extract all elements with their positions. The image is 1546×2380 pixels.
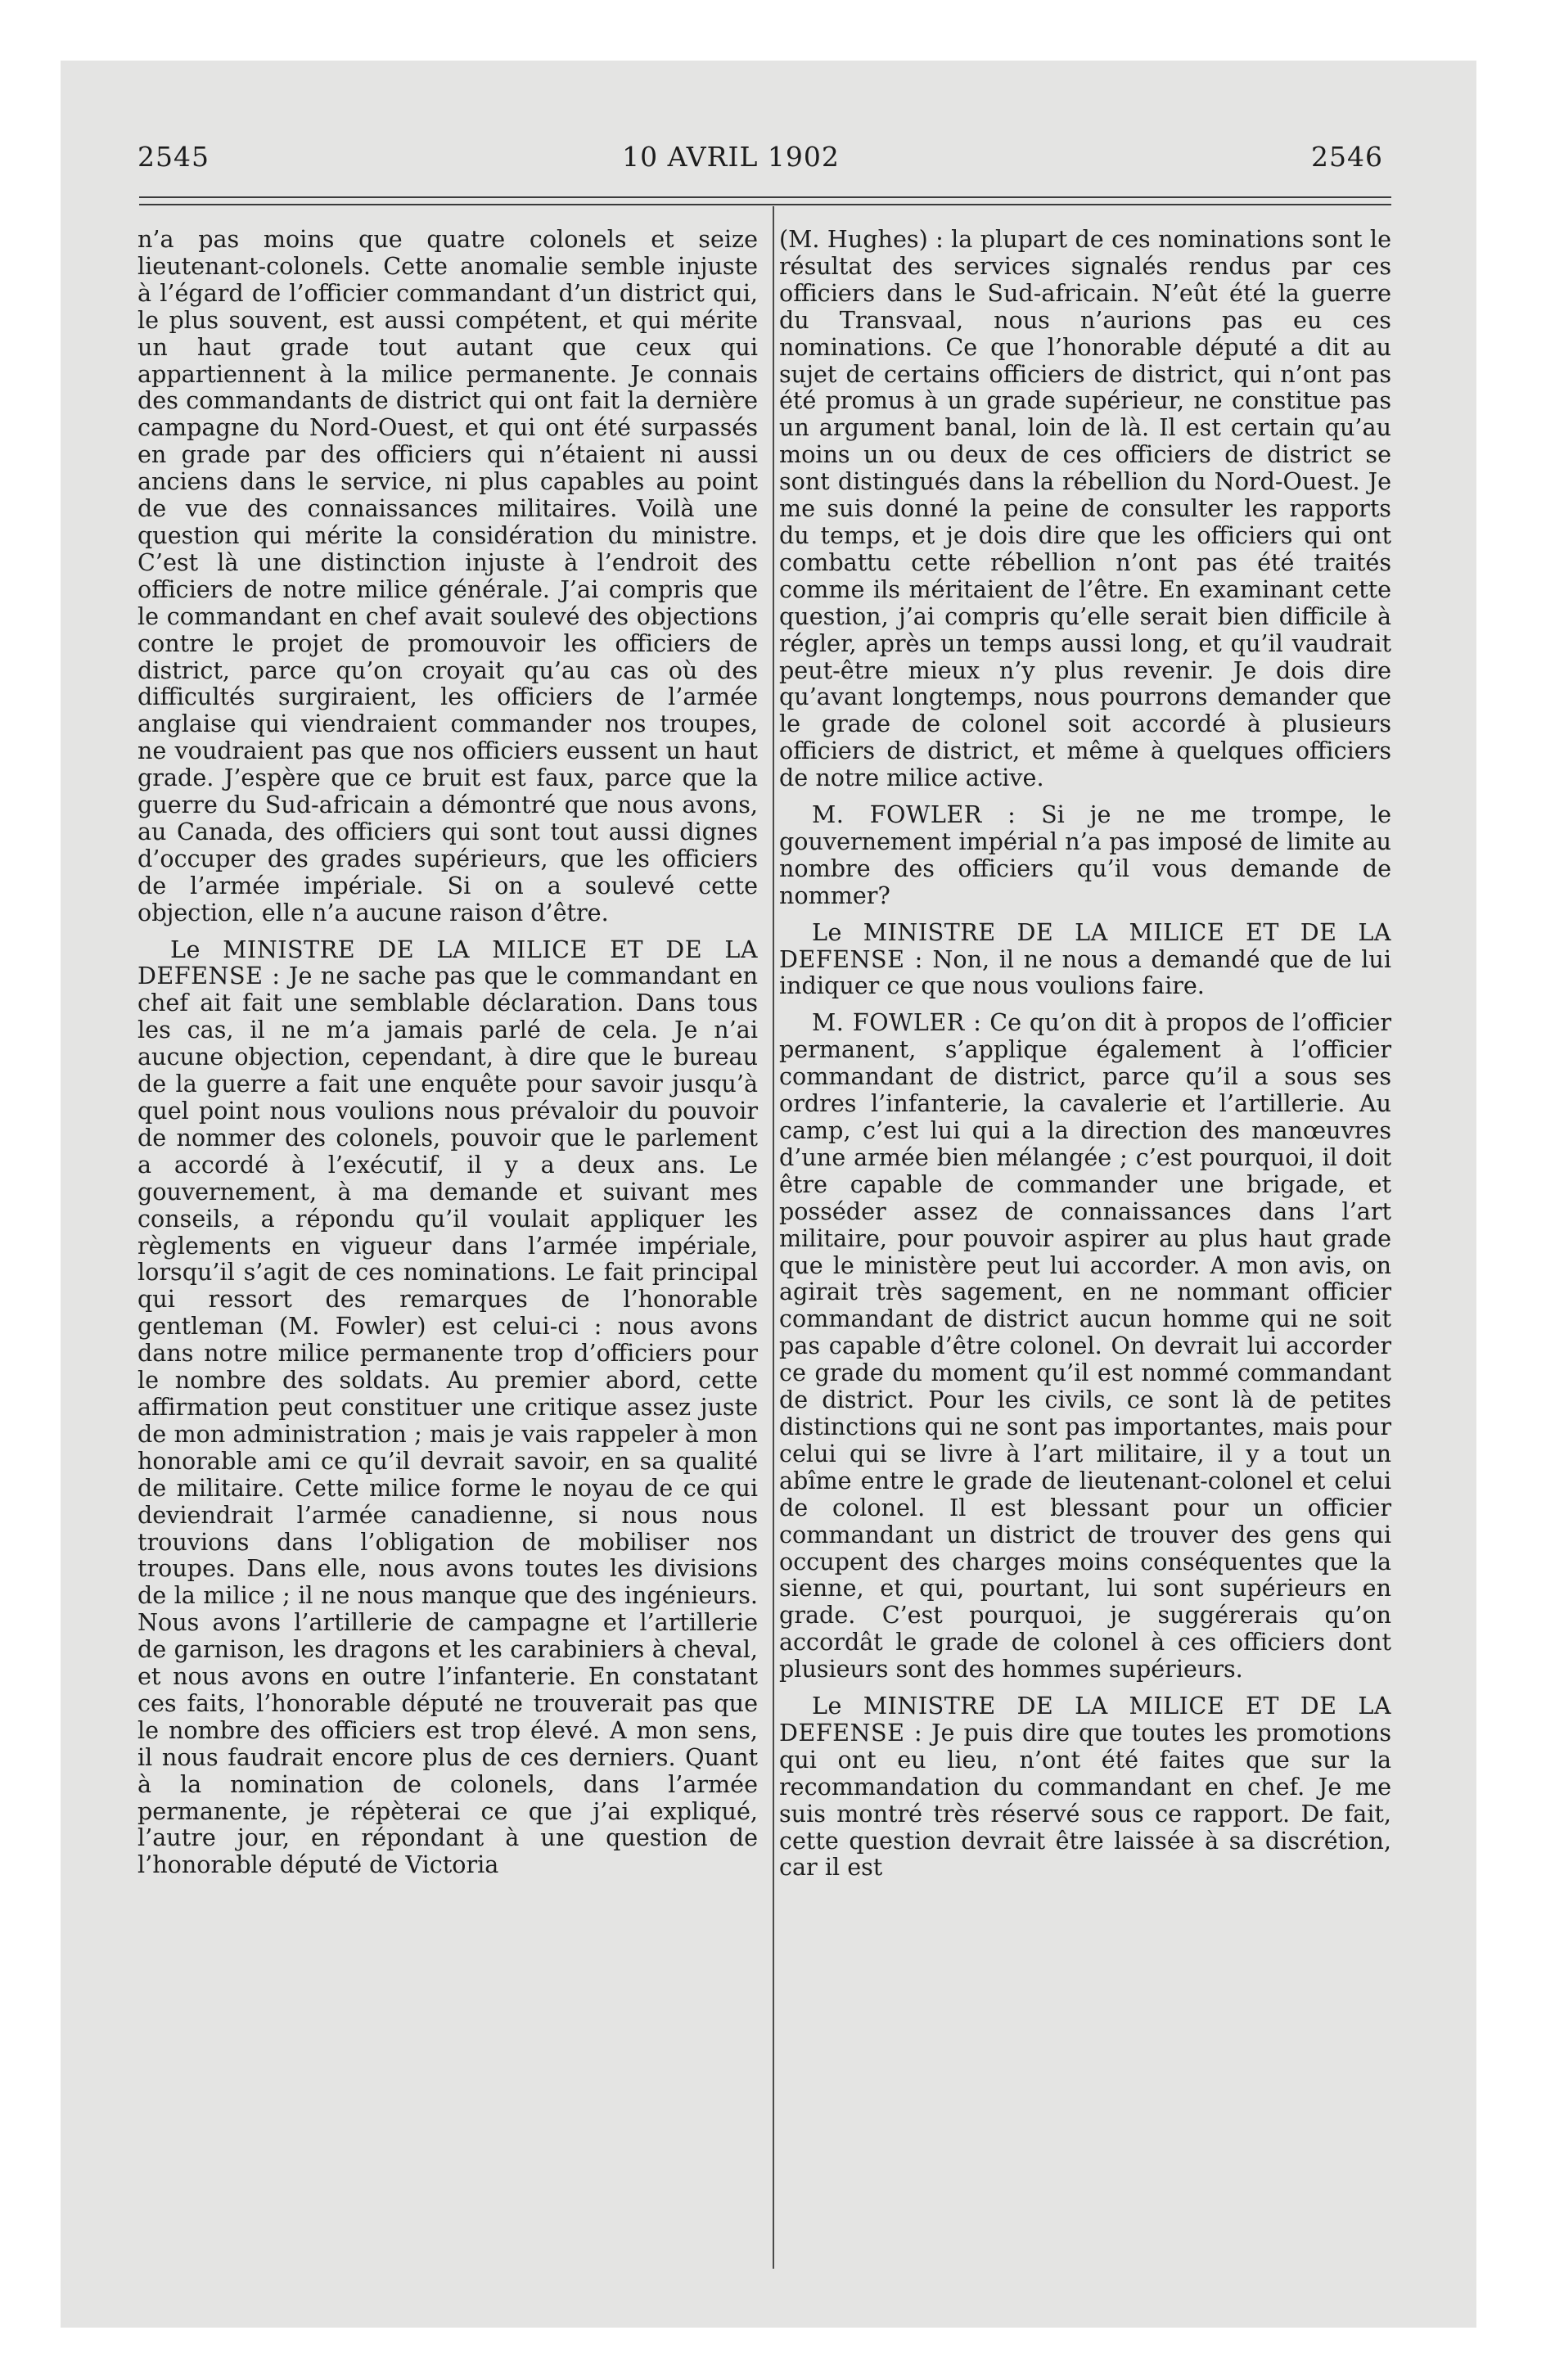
page-header — [79, 141, 1383, 180]
paragraph — [779, 1693, 1391, 1881]
paragraph-text: Je puis dire que toutes les promotions qui ont eu lieu, n’ont été faites que sur la recommandation du commandant en chef. Je me suis montré très réservé sous ce rapport. De fait, cette question devrait être laissée à sa discrétion, car il est — [779, 1718, 1391, 1882]
speaker-name: M. FOWLER : — [812, 1008, 982, 1037]
header-rule-bottom — [139, 204, 1391, 205]
paragraph — [137, 936, 758, 1879]
right-column — [779, 226, 1391, 1881]
paragraph — [779, 919, 1391, 1000]
speaker-name: M. FOWLER : — [812, 800, 1016, 829]
speaker-name: Le MINISTRE DE LA MILICE ET DE LA DEFENSE : — [779, 917, 1391, 973]
header-date: 10 AVRIL 1902 — [622, 141, 840, 173]
paragraph-text: Non, il ne nous a demandé que de lui indiquer ce que nous voulions faire. — [779, 944, 1391, 1000]
paragraph — [137, 226, 758, 926]
paragraph — [779, 226, 1391, 791]
paragraph-text: Je ne sache pas que le commandant en chef ait fait une semblable déclaration. Dans tous les cas, il ne m’a jamais parlé de cela. Je n’ai aucune objection, cependant, à dire que le bureau de la guerre a fait une enquête pour savoir jusqu’à quel point nous voulions nous prévaloir du pouvoir de nommer des colonels, pouvoir que le parlement a accordé à l’exécutif, il y a deux ans. Le gouvernement, à ma demande et suivant mes conseils, a répondu qu’il voulait appliquer les règlements en vigueur dans l’armée impériale, lorsqu’il s’agit de ces nominations. Le fait principal qui ressort des remarques de l’honorable gentleman (M. Fowler) est celui-ci : nous avons dans notre milice permanente trop d’officiers pour le nombre des soldats. Au premier abord, cette affirmation peut constituer une critique assez juste de mon administration ; mais je vais rappeler à mon honorable ami ce qu’il devrait savoir, en sa qualité de militaire. Cette milice forme le noyau de ce qui deviendrait l’armée canadienne, si nous nous trouvions dans l’obligation de mobiliser nos troupes. Dans elle, nous avons toutes les divisions de la milice ; il ne nous manque que des ingénieurs. Nous avons l’artillerie de campagne et l’artillerie de garnison, les dragons et les carabiniers à cheval, et nous avons en outre l’infanterie. En constatant ces faits, l’honorable député ne trouverait pas que le nombre des officiers est trop élevé. A mon sens, il nous faudrait encore plus de ces derniers. Quant à la nomination de colonels, dans l’armée permanente, je répèterai ce que j’ai expliqué, l’autre jour, en répondant à une question de l’honorable député de Victoria — [137, 962, 758, 1879]
speaker-name: Le MINISTRE DE LA MILICE ET DE LA DEFENSE : — [137, 935, 758, 990]
left-column — [137, 226, 758, 1878]
page-number-right: 2546 — [1311, 141, 1383, 173]
paragraph-text: Si je ne me trompe, le gouvernement impérial n’a pas imposé de limite au nombre des officiers qu’il vous demande de nommer? — [779, 800, 1391, 909]
header-rule-top — [139, 196, 1391, 198]
paragraph — [779, 801, 1391, 909]
paragraph-text: (M. Hughes) : la plupart de ces nominations sont le résultat des services signalés rendus par ces officiers dans le Sud-africain. N’eût été la guerre du Transvaal, nous n’aurions pas eu ces nominations. Ce que l’honorable député a dit au sujet de certains officiers de district, qui n’ont pas été promus à un grade supérieur, ne constitue pas un argument banal, loin de là. Il est certain qu’au moins un ou deux de ces officiers de district se sont distingués dans la rébellion du Nord-Ouest. Je me suis donné la peine de consulter les rapports du temps, et je dois dire que les officiers qui ont combattu cette rébellion n’ont pas été traités comme ils méritaient de l’être. En examinant cette question, j’ai compris qu’elle serait bien difficile à régler, après un temps aussi long, et qu’il vaudrait peut-être mieux n’y plus revenir. Je dois dire qu’avant longtemps, nous pourrons demander que le grade de colonel soit accordé à plusieurs officiers de district, et même à quelques officiers de notre milice active. — [779, 225, 1391, 792]
page-number-left: 2545 — [137, 141, 210, 173]
paragraph — [779, 1009, 1391, 1683]
paragraph-text: Ce qu’on dit à propos de l’officier permanent, s’applique également à l’officier commandant de district, parce qu’il a sous ses ordres l’infanterie, la cavalerie et l’artillerie. Au camp, c’est lui qui a la direction des manœuvres d’une armée bien mélangée ; c’est pourquoi, il doit être capable de commander une brigade, et posséder assez de connaissances dans l’art militaire, pour pouvoir aspirer au plus haut grade que le ministère peut lui accorder. A mon avis, on agirait très sagement, en ne nommant officier commandant de district aucun homme qui ne soit pas capable d’être colonel. On devrait lui accorder ce grade du moment qu’il est nommé commandant de district. Pour les civils, ce sont là de petites distinctions qui ne sont pas importantes, mais pour celui qui se livre à l’art militaire, il y a tout un abîme entre le grade de lieutenant-colonel et celui de colonel. Il est blessant pour un officier commandant un district de trouver des gens qui occupent des charges moins conséquentes que la sienne, et qui, pourtant, lui sont supérieurs en grade. C’est pourquoi, je suggérerais qu’on accordât le grade de colonel à ces officiers dont plusieurs sont des hommes supérieurs. — [779, 1008, 1391, 1684]
paragraph-text: n’a pas moins que quatre colonels et seize lieutenant-colonels. Cette anomalie semble injuste à l’égard de l’officier commandant d’un district qui, le plus souvent, est aussi compétent, et qui mérite un haut grade tout autant que ceux qui appartiennent à la milice permanente. Je connais des commandants de district qui ont fait la dernière campagne du Nord-Ouest, et qui ont été surpassés en grade par des officiers qui n’étaient ni aussi anciens dans le service, ni plus capables au point de vue des connaissances militaires. Voilà une question qui mérite la considération du ministre. C’est là une distinction injuste à l’endroit des officiers de notre milice générale. J’ai compris que le commandant en chef avait soulevé des objections contre le projet de promouvoir les officiers de district, parce qu’on croyait qu’au cas où des difficultés surgiraient, les officiers de l’armée anglaise qui viendraient commander nos troupes, ne voudraient pas que nos officiers eussent un haut grade. J’espère que ce bruit est faux, parce que la guerre du Sud-africain a démontré que nous avons, au Canada, des officiers qui sont tout aussi dignes d’occuper des grades supérieurs, que les officiers de l’armée impériale. Si on a soulevé cette objection, elle n’a aucune raison d’être. — [137, 225, 758, 926]
column-divider — [773, 206, 774, 2269]
speaker-name: Le MINISTRE DE LA MILICE ET DE LA DEFENSE : — [779, 1692, 1391, 1747]
